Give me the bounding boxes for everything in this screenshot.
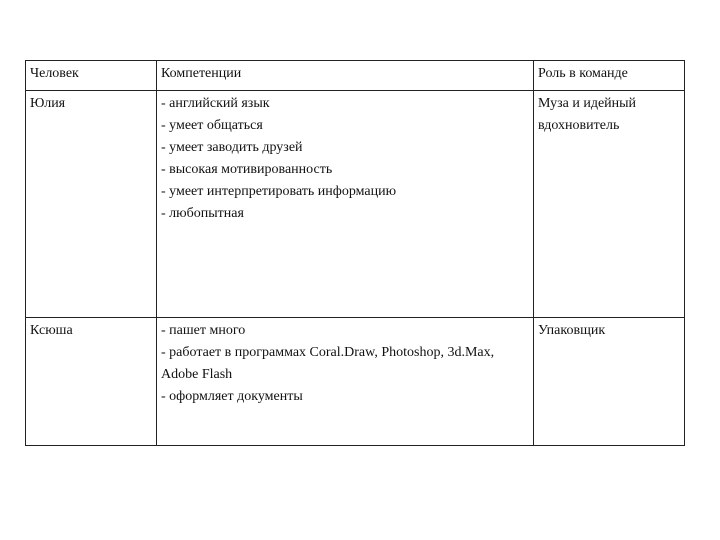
competency-item: - английский язык xyxy=(161,96,270,111)
cell-role: Муза и идейный вдохновитель xyxy=(534,91,685,318)
competency-item: - умеет интерпретировать информацию xyxy=(161,184,397,199)
competency-item: - любопытная xyxy=(161,206,244,221)
header-role: Роль в команде xyxy=(534,61,685,91)
competency-item: - оформляет документы xyxy=(161,389,303,404)
cell-person: Юлия xyxy=(26,91,157,318)
team-roles-table xyxy=(25,60,685,446)
cell-competencies xyxy=(157,318,534,446)
header-competencies: Компетенции xyxy=(157,61,534,91)
competency-item: - работает в программах Coral.Draw, Photoshop, 3d.Max, Adobe Flash xyxy=(161,345,495,382)
cell-person: Ксюша xyxy=(26,318,157,446)
header-person: Человек xyxy=(26,61,157,91)
competency-item: - высокая мотивированность xyxy=(161,162,333,177)
table-row xyxy=(26,91,685,318)
cell-role: Упаковщик xyxy=(534,318,685,446)
competency-item: - умеет заводить друзей xyxy=(161,140,303,155)
table-row xyxy=(26,318,685,446)
competency-item: - умеет общаться xyxy=(161,118,263,133)
table-header-row xyxy=(26,61,685,91)
cell-competencies xyxy=(157,91,534,318)
competency-item: - пашет много xyxy=(161,323,246,338)
